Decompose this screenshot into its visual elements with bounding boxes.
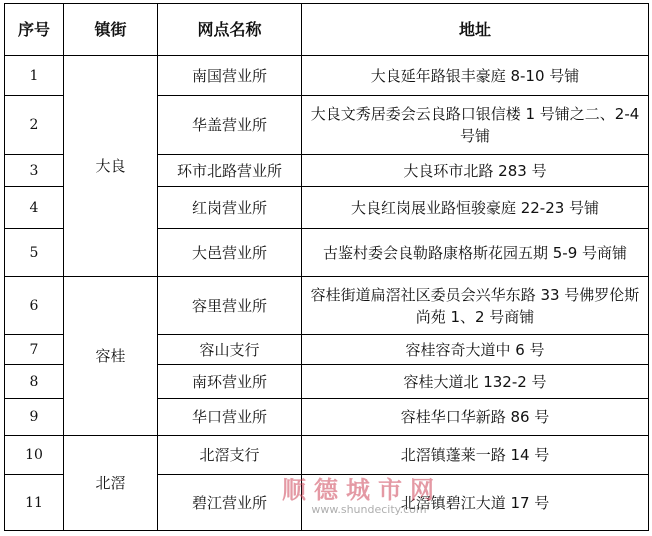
branch-address: 大良延年路银丰豪庭 8-10 号铺 xyxy=(302,56,649,96)
branch-address: 北滘镇蓬莱一路 14 号 xyxy=(302,436,649,475)
branch-address: 大良文秀居委会云良路口银信楼 1 号铺之二、2-4 号铺 xyxy=(302,96,649,155)
branch-address: 大良环市北路 283 号 xyxy=(302,155,649,187)
branch-table xyxy=(4,3,649,531)
branch-name: 南环营业所 xyxy=(158,365,302,399)
table-row xyxy=(5,277,649,335)
branch-name: 红岗营业所 xyxy=(158,187,302,229)
table-row xyxy=(5,436,649,475)
table-header-row xyxy=(5,4,649,56)
branch-name: 华口营业所 xyxy=(158,399,302,436)
branch-address: 古鉴村委会良勒路康格斯花园五期 5-9 号商铺 xyxy=(302,229,649,277)
row-index: 11 xyxy=(5,475,64,531)
branch-name: 环市北路营业所 xyxy=(158,155,302,187)
row-index: 6 xyxy=(5,277,64,335)
row-index: 9 xyxy=(5,399,64,436)
header-branch-name: 网点名称 xyxy=(158,4,302,56)
town-cell: 北滘 xyxy=(64,436,158,531)
watermark-url: www.shundecity.com xyxy=(311,503,427,516)
row-index: 5 xyxy=(5,229,64,277)
branch-name: 南国营业所 xyxy=(158,56,302,96)
row-index: 7 xyxy=(5,335,64,365)
town-cell: 大良 xyxy=(64,56,158,277)
branch-address: 北滘镇碧江大道 17 号 xyxy=(302,475,649,531)
branch-name: 北滘支行 xyxy=(158,436,302,475)
row-index: 10 xyxy=(5,436,64,475)
branch-name: 大邑营业所 xyxy=(158,229,302,277)
branch-address: 容桂华口华新路 86 号 xyxy=(302,399,649,436)
branch-address: 容桂大道北 132-2 号 xyxy=(302,365,649,399)
branch-address: 容桂街道扁滘社区委员会兴华东路 33 号佛罗伦斯尚苑 1、2 号商铺 xyxy=(302,277,649,335)
branch-name: 容山支行 xyxy=(158,335,302,365)
watermark-text: 顺德城市网 xyxy=(282,476,442,504)
branch-name: 容里营业所 xyxy=(158,277,302,335)
branch-name: 碧江营业所 xyxy=(158,475,302,531)
row-index: 3 xyxy=(5,155,64,187)
branch-address: 容桂容奇大道中 6 号 xyxy=(302,335,649,365)
row-index: 1 xyxy=(5,56,64,96)
table-row xyxy=(5,56,649,96)
row-index: 4 xyxy=(5,187,64,229)
branch-address: 大良红岗展业路恒骏豪庭 22-23 号铺 xyxy=(302,187,649,229)
row-index: 2 xyxy=(5,96,64,155)
header-address: 地址 xyxy=(302,4,649,56)
header-index: 序号 xyxy=(5,4,64,56)
town-cell: 容桂 xyxy=(64,277,158,436)
header-town: 镇街 xyxy=(64,4,158,56)
branch-name: 华盖营业所 xyxy=(158,96,302,155)
row-index: 8 xyxy=(5,365,64,399)
